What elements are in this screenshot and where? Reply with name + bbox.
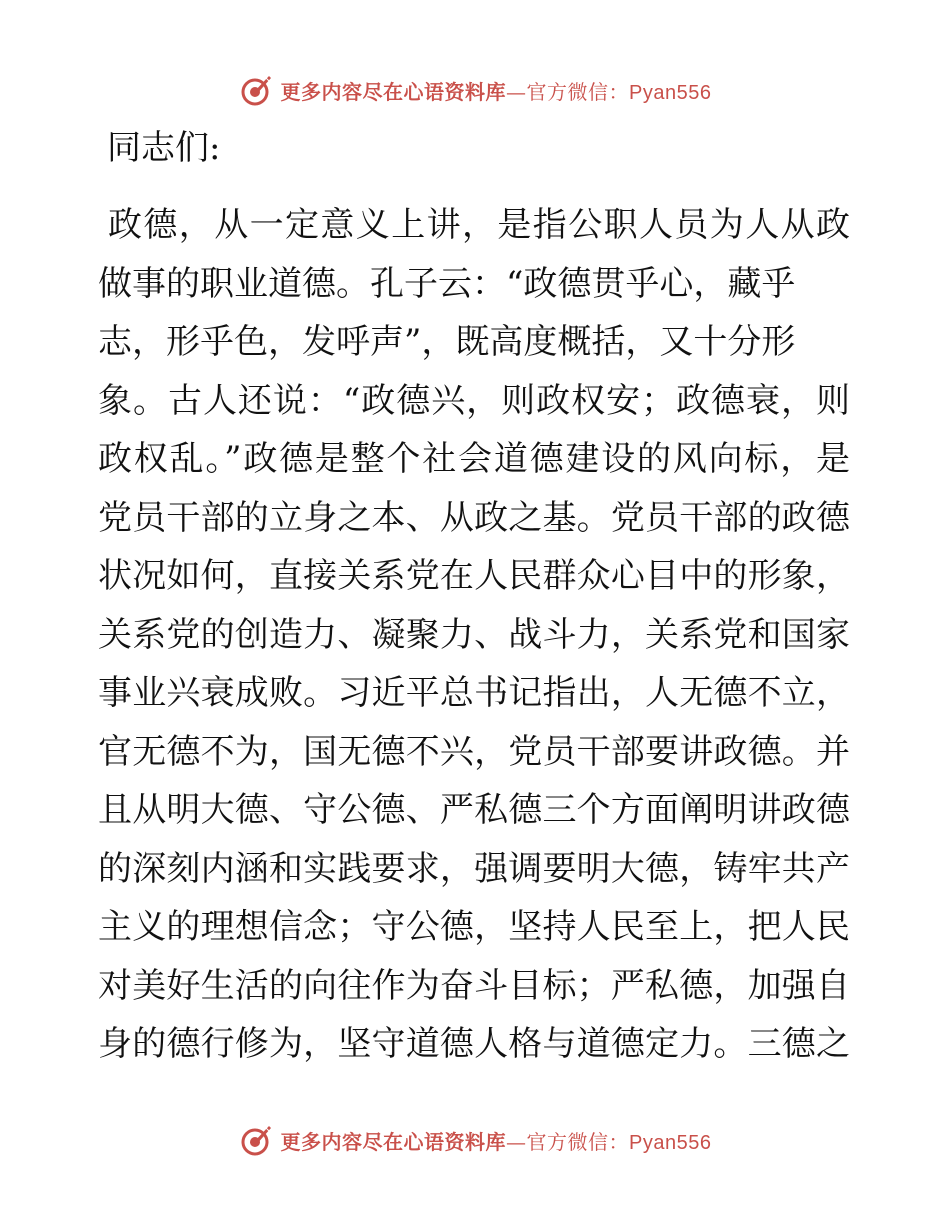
watermark-brand: 更多内容尽在心语资料库: [280, 79, 507, 104]
watermark-wechat-id: Pyan556: [629, 1131, 712, 1154]
paragraph-line: 状况如何，直接关系党在人民群众心目中的形象，: [98, 556, 850, 596]
watermark-separator: —: [506, 79, 527, 104]
paragraph-line: 政德，从一定意义上讲，是指公职人员为人从政: [108, 205, 850, 245]
quill-logo-icon: [239, 1123, 273, 1157]
paragraph-line: 的深刻内涵和实践要求，强调要明大德，铸牢共产: [98, 848, 850, 889]
paragraph-line: 主义的理想信念；守公德，坚持人民至上，把人民: [98, 907, 850, 947]
watermark-brand: 更多内容尽在心语资料库: [280, 1129, 507, 1154]
paragraph-line: 身的德行修为，坚守道德人格与道德定力。三德之: [98, 1024, 850, 1064]
watermark-wechat-label: 官方微信：: [526, 79, 630, 104]
watermark-banner-top: [0, 70, 950, 110]
paragraph-line: 政权乱。”政德是整个社会道德建设的风向标，是: [98, 439, 850, 479]
paragraph-line: 象。古人还说：“政德兴，则政权安；政德衰，则: [98, 380, 850, 421]
paragraph-line: 党员干部的立身之本、从政之基。党员干部的政德: [98, 497, 850, 538]
body-paragraph: [98, 196, 850, 1074]
paragraph-line: 事业兴衰成败。习近平总书记指出，人无德不立，: [98, 673, 850, 713]
paragraph-line: 对美好生活的向往作为奋斗目标；严私德，加强自: [98, 965, 850, 1006]
paragraph-line: 志，形乎色，发呼声”，既高度概括，又十分形: [98, 322, 796, 362]
watermark-banner-bottom: [0, 1120, 950, 1160]
paragraph-line: 且从明大德、守公德、严私德三个方面阐明讲政德: [98, 790, 850, 830]
watermark-separator: —: [506, 1129, 527, 1154]
watermark-wechat-label: 官方微信：: [526, 1129, 630, 1154]
paragraph-line: 官无德不为，国无德不兴，党员干部要讲政德。并: [98, 731, 850, 772]
watermark-text: [281, 1126, 712, 1155]
greeting: 同志们:: [107, 128, 221, 168]
quill-logo-icon: [239, 73, 273, 107]
paragraph-line: 关系党的创造力、凝聚力、战斗力，关系党和国家: [98, 614, 850, 655]
paragraph-line: 做事的职业道德。孔子云：“政德贯乎心，藏乎: [98, 263, 796, 304]
watermark-text: [281, 76, 712, 105]
watermark-wechat-id: Pyan556: [629, 81, 712, 104]
